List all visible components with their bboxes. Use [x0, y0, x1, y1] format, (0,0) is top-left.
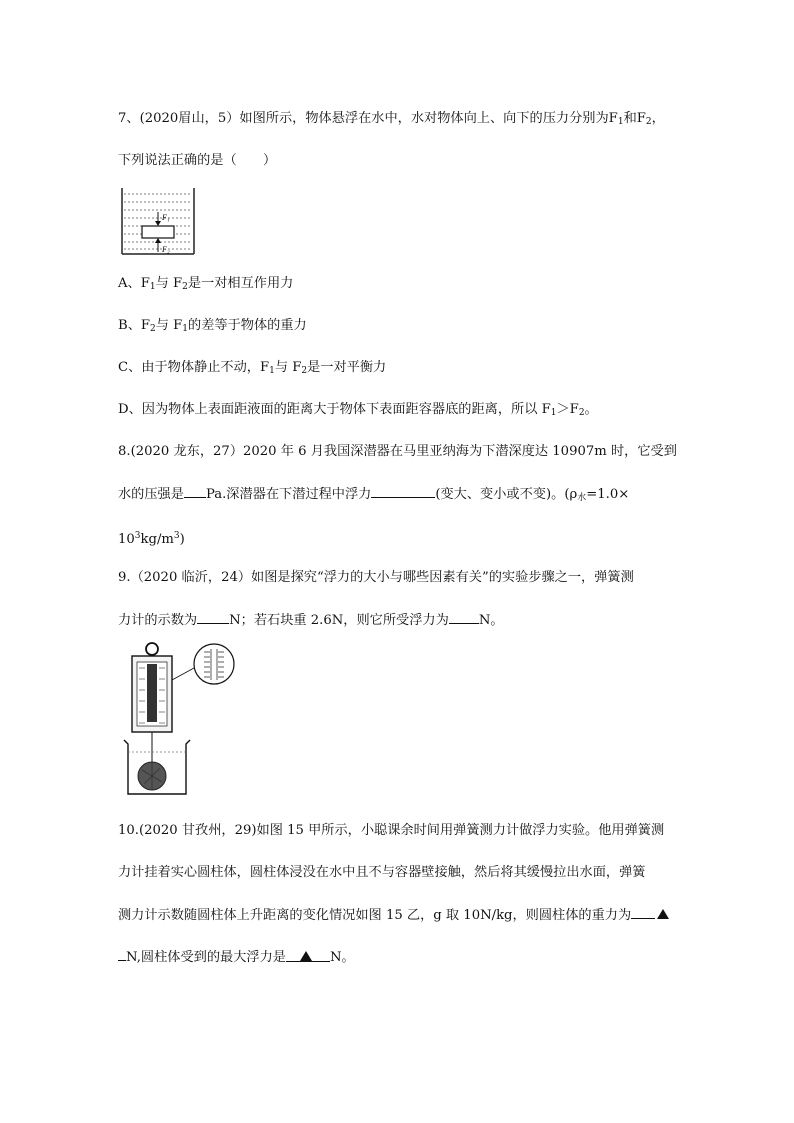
q10-line3: 测力计示数随圆柱体上升距离的变化情况如图 15 乙，g 取 10N/kg，则圆柱体的重力为 — [118, 906, 671, 925]
q10-answer-marker-2-icon — [300, 951, 312, 961]
q7-option-d: D、因为物体上表面距液面的距离大于物体下表面距容器底的距离，所以 $F_1>F_2$。 — [118, 402, 598, 418]
q8-line2: 水的压强是 Pa.深潜器在下潜过程中浮力 (变大、变小或不变)。($\rho_水=1.0\times$ — [118, 487, 630, 503]
q8-line3: $10^3kg/m^3$) — [118, 531, 185, 547]
q8-blank-buoyancy[interactable] — [371, 485, 435, 498]
q10-line2: 力计挂着实心圆柱体，圆柱体浸没在水中且不与容器壁接触，然后将其缓慢拉出水面，弹簧 — [118, 865, 646, 880]
q8-blank-pressure[interactable] — [184, 485, 206, 498]
q9-blank-buoyancy[interactable] — [449, 611, 479, 624]
q9-figure-spring-scale — [118, 640, 236, 798]
q7-label-f2: F₂ — [162, 245, 170, 254]
q8-line1: 8.(2020 龙东，27）2020 年 6 月我国深潜器在马里亚纳海为下潜深度达 10907m 时，它受到 — [118, 444, 677, 459]
q10-line1: 10.(2020 甘孜州，29)如图 15 甲所示，小聪课余时间用弹簧测力计做浮力实验。他用弹簧测 — [118, 823, 665, 838]
q7-figure-floating-block — [118, 186, 198, 256]
q7-block — [142, 226, 174, 238]
q7-arrow-f1 — [155, 212, 161, 226]
q10-blank-weight-cont[interactable] — [118, 948, 126, 961]
q9-zoom-circle — [194, 644, 234, 684]
q7-stem-line1: 7、(2020眉山，5）如图所示，物体悬浮在水中，水对物体向上、向下的压力分别为$F_1$和$F_2$， — [118, 111, 665, 127]
q7-arrow-f2 — [155, 238, 161, 252]
q9-line2: 力计的示数为 N；若石块重 2.6N，则它所受浮力为 N。 — [118, 613, 504, 628]
q7-option-a: A、$F_1$与 $F_2$是一对相互作用力 — [118, 276, 294, 292]
q10-answer-marker-icon — [657, 909, 669, 919]
q9-blank-reading[interactable] — [197, 611, 229, 624]
q7-option-b: B、$F_2$与 $F_1$的差等于物体的重力 — [118, 318, 307, 334]
q7-option-c: C、由于物体静止不动，$F_1$与 $F_2$是一对平衡力 — [118, 360, 387, 376]
q9-line1: 9.（2020 临沂，24）如图是探究“浮力的大小与哪些因素有关”的实验步骤之一，弹簧测 — [118, 570, 634, 585]
q9-scale-ring — [146, 643, 158, 655]
q10-line4: N,圆柱体受到的最大浮力是 N。 — [118, 948, 355, 967]
q9-spring — [147, 664, 157, 722]
q10-blank-buoyancy[interactable] — [286, 949, 330, 962]
q10-blank-weight[interactable] — [631, 906, 655, 919]
q7-stem-line2: 下列说法正确的是（ ） — [118, 153, 277, 168]
q7-label-f1: F₁ — [162, 213, 170, 222]
